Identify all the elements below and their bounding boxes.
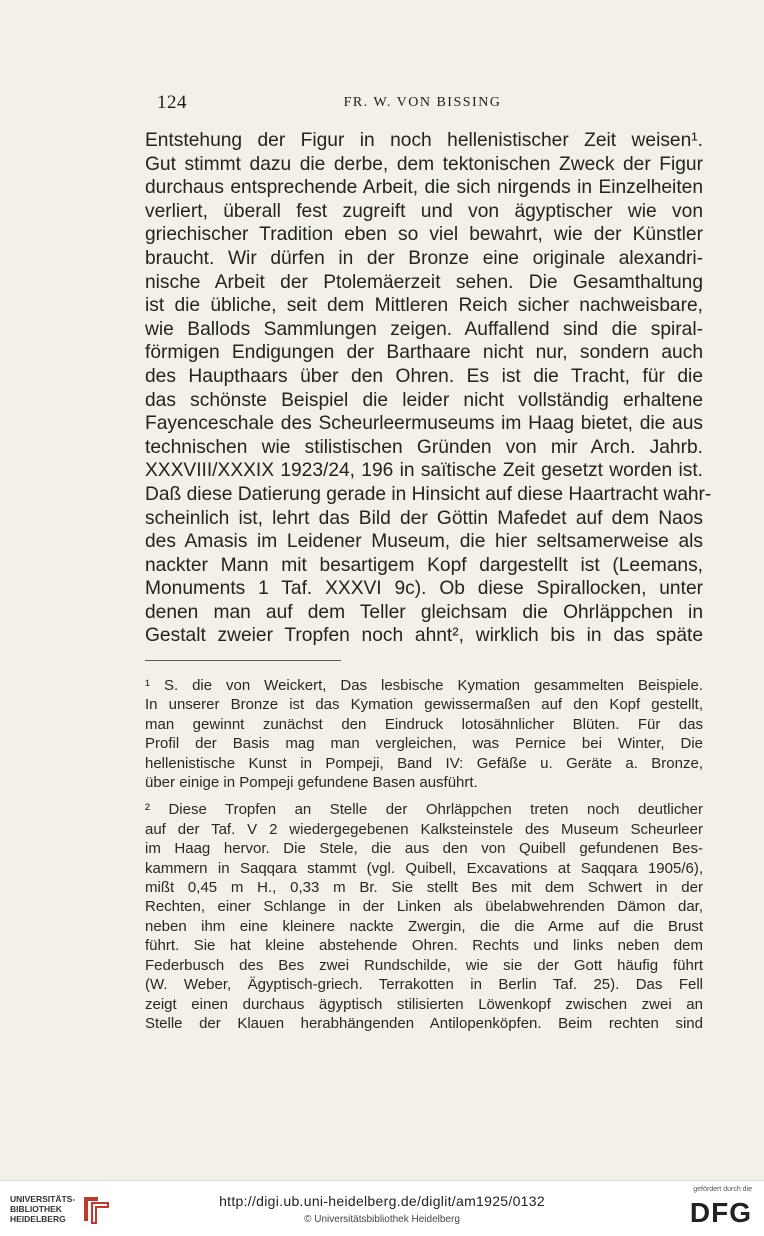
viewer-footer <box>0 1180 764 1236</box>
body-line: förmigen Endigungen der Barthaare nicht nur, sondern auch <box>145 342 703 364</box>
body-line: Monuments 1 Taf. XXXVI 9c). Ob diese Spirallocken, unter <box>145 578 703 600</box>
funder-note: gefördert durch die <box>693 1186 752 1193</box>
body-line: scheinlich ist, lehrt das Bild der Göttin Mafedet auf dem Naos <box>145 507 703 529</box>
body-line: ist die übliche, seit dem Mittleren Reich sicher nachweisbare, <box>145 295 703 317</box>
footnote-line: Stelle der Klauen herabhängenden Antilopenköpfen. Beim rechten sind <box>145 1014 703 1032</box>
footnote-line: Federbusch des Bes zwei Rundschilde, wie sie der Gott häufig führt <box>145 956 703 974</box>
body-line: Gut stimmt dazu die derbe, dem tektonischen Zweck der Figur <box>145 153 703 175</box>
page-number: 124 <box>157 92 187 113</box>
footnote-line: kammern in Saqqara stammt (vgl. Quibell, Excavations at Saqqara 1905/6), <box>145 859 703 877</box>
body-line: denen man auf dem Teller gleichsam die Ohrläppchen in <box>145 601 703 623</box>
dfg-wordmark: DFG <box>689 1197 752 1228</box>
body-line: Gestalt zweier Tropfen noch ahnt², wirklich bis in das späte <box>145 625 703 647</box>
footnote-line: zeigt einen durchaus ägyptisch stilisierten Löwenkopf zwischen zwei an <box>145 995 703 1013</box>
footnote-line: In unserer Bronze ist das Kymation gewissermaßen auf den Kopf gestellt, <box>145 696 703 714</box>
body-line: griechischer Tradition eben so viel bewahrt, wie der Künstler <box>145 224 703 246</box>
footnote-line: über einige in Pompeji gefundene Basen ausführt. <box>145 774 478 792</box>
body-line: verliert, überall fest zugreift und von ägyptischer wie von <box>145 200 703 222</box>
footnote-line: neben ihm eine kleinere nackte Zwergin, die die Arme auf die Brust <box>145 917 703 935</box>
body-line: technischen wie stilistischen Gründen von mir Arch. Jahrb. <box>145 436 703 458</box>
body-text <box>145 129 712 648</box>
footnote-line: Rechten, einer Schlange in der Linken als übelabwehrenden Dämon dar, <box>145 898 703 916</box>
footnote-line: im Haag hervor. Die Stele, die aus den von Quibell gefundenen Bes- <box>145 840 703 858</box>
footnote-1 <box>145 676 703 792</box>
footnotes <box>145 676 703 1033</box>
body-line: XXXVIII/XXXIX 1923/24, 196 in saïtische Zeit gesetzt worden ist. <box>145 460 703 482</box>
body-line: nackter Mann mit besartigem Kopf dargestellt ist (Leemans, <box>145 554 703 576</box>
footnote-line: führt. Sie hat kleine abstehende Ohren. Rechts und links neben dem <box>145 937 703 955</box>
body-line: Fayenceschale des Scheurleermuseums im Haag bietet, die aus <box>145 413 703 435</box>
footnote-line: man gewinnt zunächst den Eindruck lotosähnlicher Blüten. Für das <box>145 715 703 733</box>
body-line: des Haupthaars über den Ohren. Es ist die Tracht, für die <box>145 365 703 387</box>
footnote-line: ² Diese Tropfen an Stelle der Ohrläppchen treten noch deutlicher <box>145 801 703 819</box>
permalink-url[interactable]: http://digi.ub.uni-heidelberg.de/diglit/am1925/0132 <box>219 1193 545 1209</box>
footnote-line: hellenistische Kunst in Pompeji, Band IV: Gefäße u. Geräte a. Bronze, <box>145 754 703 772</box>
dfg-logo[interactable] <box>672 1186 752 1230</box>
footnote-line: auf der Taf. V 2 wiedergegebenen Kalksteinstele des Museum Scheurleer <box>145 820 703 838</box>
body-line: Daß diese Datierung gerade in Hinsicht auf diese Haartracht wahr- <box>145 483 712 505</box>
footnote-2 <box>145 800 703 1033</box>
body-line: wie Ballods Sammlungen zeigen. Auffallend sind die spiral- <box>145 318 703 340</box>
body-line: braucht. Wir dürfen in der Bronze eine originale alexandri- <box>145 247 703 269</box>
footnote-separator <box>145 660 341 661</box>
footnote-line: (W. Weber, Ägyptisch-griech. Terrakotten in Berlin Taf. 25). Das Fell <box>145 976 703 994</box>
body-line: das schönste Beispiel die leider nicht vollständig erhaltene <box>145 389 703 411</box>
footnote-line: ¹ S. die von Weickert, Das lesbische Kymation gesammelten Beispiele. <box>145 677 703 694</box>
footnote-line: Profil der Basis mag man vergleichen, was Pernice bei Winter, Die <box>145 735 703 753</box>
library-name: UNIVERSITÄTS- BIBLIOTHEK HEIDELBERG <box>10 1194 76 1224</box>
copyright-notice: © Universitätsbibliothek Heidelberg <box>304 1214 460 1225</box>
page-header <box>145 92 700 114</box>
body-line: Entstehung der Figur in noch hellenistischer Zeit weisen¹. <box>145 130 703 151</box>
body-line: des Amasis im Leidener Museum, die hier seltsamerweise als <box>145 531 703 553</box>
body-line: durchaus entsprechende Arbeit, die sich nirgends in Einzelheiten <box>145 177 703 199</box>
footnote-line: mißt 0,45 m H., 0,33 m Br. Sie stellt Bes mit dem Schwert in der <box>145 879 703 897</box>
running-head: FR. W. VON BISSING <box>343 95 502 110</box>
body-line: nische Arbeit der Ptolemäerzeit sehen. Die Gesamthaltung <box>145 271 703 293</box>
